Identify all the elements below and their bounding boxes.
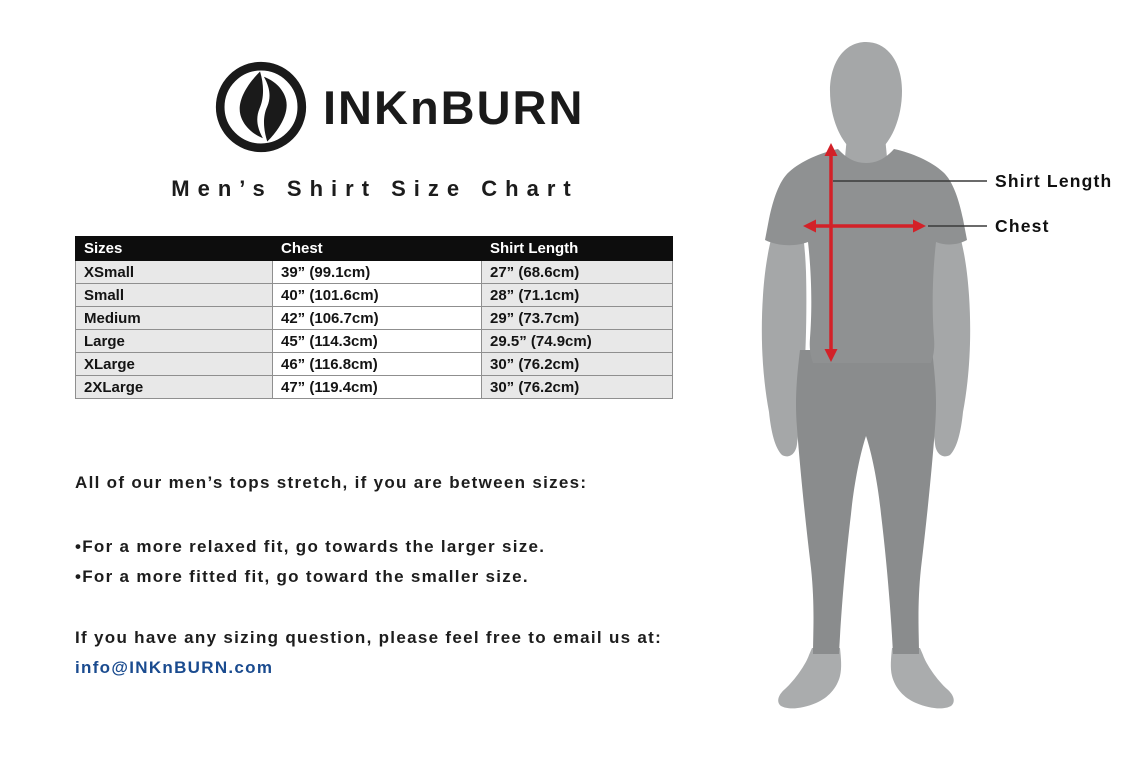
table-row bbox=[76, 284, 673, 307]
size-cell: 2XLarge bbox=[76, 376, 273, 399]
chest-cell: 45” (114.3cm) bbox=[273, 330, 482, 353]
stretch-note: All of our men’s tops stretch, if you are between sizes: bbox=[75, 473, 588, 492]
shirt-length-cell: 28” (71.1cm) bbox=[482, 284, 673, 307]
chest-cell: 47” (119.4cm) bbox=[273, 376, 482, 399]
table-row bbox=[76, 353, 673, 376]
size-cell: Small bbox=[76, 284, 273, 307]
relaxed-fit-bullet: •For a more relaxed fit, go towards the larger size. bbox=[75, 537, 546, 556]
contact-email-link[interactable]: info@INKnBURN.com bbox=[75, 658, 274, 677]
chest-label: Chest bbox=[995, 216, 1050, 236]
man-silhouette bbox=[762, 42, 970, 708]
chest-arrow bbox=[803, 220, 926, 233]
shirt-length-cell: 29.5” (74.9cm) bbox=[482, 330, 673, 353]
chest-cell: 39” (99.1cm) bbox=[273, 261, 482, 284]
shirt-length-arrow bbox=[825, 143, 838, 362]
flame-logo-icon bbox=[213, 59, 309, 155]
size-cell: XLarge bbox=[76, 353, 273, 376]
size-cell: Large bbox=[76, 330, 273, 353]
size-cell: XSmall bbox=[76, 261, 273, 284]
size-table bbox=[75, 236, 673, 399]
chest-cell: 46” (116.8cm) bbox=[273, 353, 482, 376]
label-leader-lines bbox=[833, 181, 987, 226]
brand-name: INKnBURN bbox=[323, 80, 585, 134]
chest-cell: 42” (106.7cm) bbox=[273, 307, 482, 330]
shirt-length-label: Shirt Length bbox=[995, 171, 1113, 191]
table-row bbox=[76, 261, 673, 284]
column-header-chest: Chest bbox=[273, 237, 482, 261]
table-header-row bbox=[76, 237, 673, 261]
table-row bbox=[76, 307, 673, 330]
brand-header bbox=[213, 58, 584, 156]
page-title: Men’s Shirt Size Chart bbox=[171, 176, 579, 201]
shirt-length-cell: 30” (76.2cm) bbox=[482, 353, 673, 376]
column-header-sizes: Sizes bbox=[76, 237, 273, 261]
chest-cell: 40” (101.6cm) bbox=[273, 284, 482, 307]
column-header-shirt-length: Shirt Length bbox=[482, 237, 673, 261]
table-row bbox=[76, 330, 673, 353]
contact-prompt: If you have any sizing question, please feel free to email us at: bbox=[75, 628, 663, 647]
shirt-length-cell: 29” (73.7cm) bbox=[482, 307, 673, 330]
shirt-length-cell: 27” (68.6cm) bbox=[482, 261, 673, 284]
table-row bbox=[76, 376, 673, 399]
shirt-length-cell: 30” (76.2cm) bbox=[482, 376, 673, 399]
fitted-fit-bullet: •For a more fitted fit, go toward the smaller size. bbox=[75, 567, 529, 586]
size-cell: Medium bbox=[76, 307, 273, 330]
